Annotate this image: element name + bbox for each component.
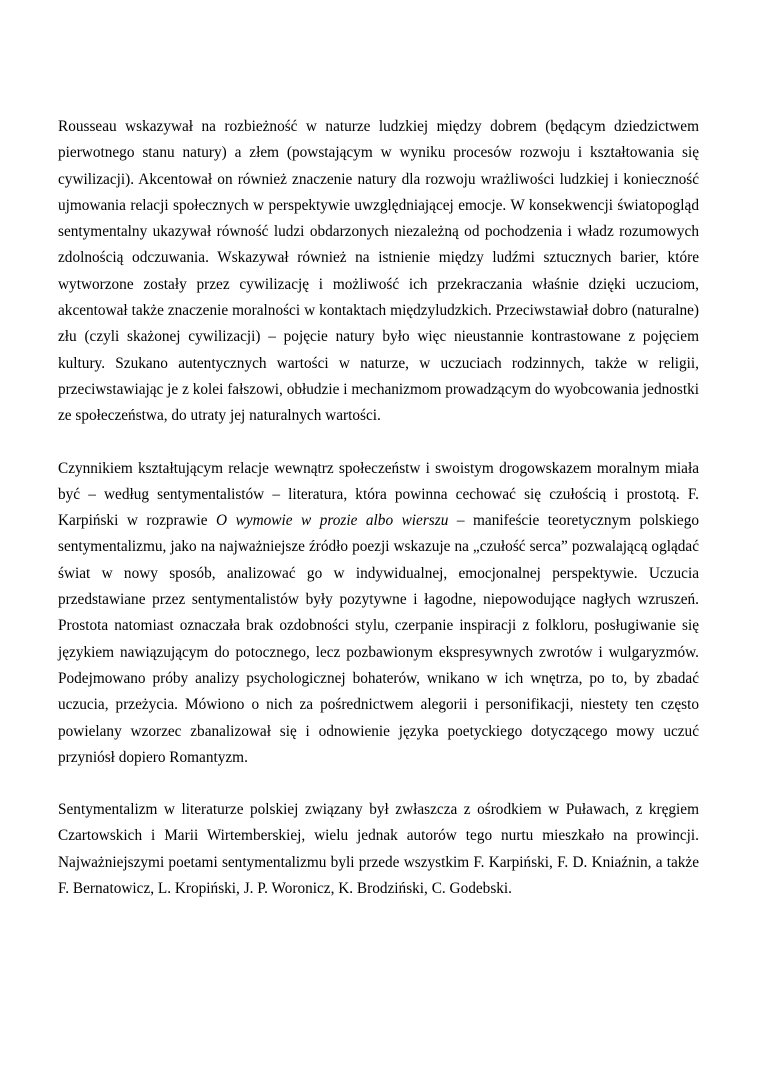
paragraph-literature-body: – manifeście teoretycznym polskiego sentymentalizmu, jako na najważniejsze źródło poezji wskazuje na „czułość serca” pozwalającą oglądać świat w nowy sposób, analizować go w indywidualnej, emocjonalnej perspektywie. Uczucia przedstawiane przez sentymentalistów były pozytywne i łagodne, niepowodujące nagłych wzruszeń. Prostota natomiast oznaczała brak ozdobności stylu, czerpanie inspiracji z folkloru, posługiwanie się językiem nawiązującym do potocznego, lecz pozbawionym ekspresywnych zwrotów i wulgaryzmów. Podejmowano próby analizy psychologicznej bohaterów, wnikano w ich wnętrza, po to, by zbadać uczucia, przeżycia. Mówiono o nich za pośrednictwem alegorii i personifikacji, niestety ten często powielany wzorzec zbanalizował się i odnowienie języka poetyckiego dotyczącego mowy uczuć przyniósł dopiero Romantyzm. [58,512,699,766]
paragraph-literature [58,456,699,772]
paragraph-literature-intro: Czynnikiem kształtującym relacje wewnątrz społeczeństw i swoistym drogowskazem moralnym miała być – według sentymentalistów – literatura, która powinna cechować się czułością i prostotą. F. Karpiński w rozprawie [58,459,699,530]
document-page [58,114,699,902]
work-title: O wymowie w prozie albo wierszu [216,512,449,530]
paragraph-rousseau: Rousseau wskazywał na rozbieżność w naturze ludzkiej między dobrem (będącym dziedzictwem pierwotnego stanu natury) a złem (powstającym w wyniku procesów rozwoju i kształtowania się cywilizacji). Akcentował on również znaczenie natury dla rozwoju wrażliwości ludzkiej i konieczność ujmowania relacji społecznych w perspektywie uwzględniającej emocje. W konsekwencji światopogląd sentymentalny ukazywał równość ludzi obdarzonych niezależną od pochodzenia i władz rozumowych zdolnością odczuwania. Wskazywał również na istnienie między ludźmi sztucznych barier, które wytworzone zostały przez cywilizację i możliwość ich przekraczania właśnie dzięki uczuciom, akcentował także znaczenie moralności w kontaktach międzyludzkich. Przeciwstawiał dobro (naturalne) złu (czyli skażonej cywilizacji) – pojęcie natury było więc nieustannie kontrastowane z pojęciem kultury. Szukano autentycznych wartości w naturze, w uczuciach rodzinnych, także w religii, przeciwstawiając je z kolei fałszowi, obłudzie i mechanizmom prowadzącym do wyobcowania jednostki ze społeczeństwa, do utraty jej naturalnych wartości. [58,118,699,425]
paragraph-polish-sentimentalism: Sentymentalizm w literaturze polskiej związany był zwłaszcza z ośrodkiem w Puławach, z kręgiem Czartowskich i Marii Wirtemberskiej, wielu jednak autorów tego nurtu mieszkało na prowincji. Najważniejszymi poetami sentymentalizmu byli przede wszystkim F. Karpiński, F. D. Kniaźnin, a także F. Bernatowicz, L. Kropiński, J. P. Woronicz, K. Brodziński, C. Godebski. [58,801,699,898]
